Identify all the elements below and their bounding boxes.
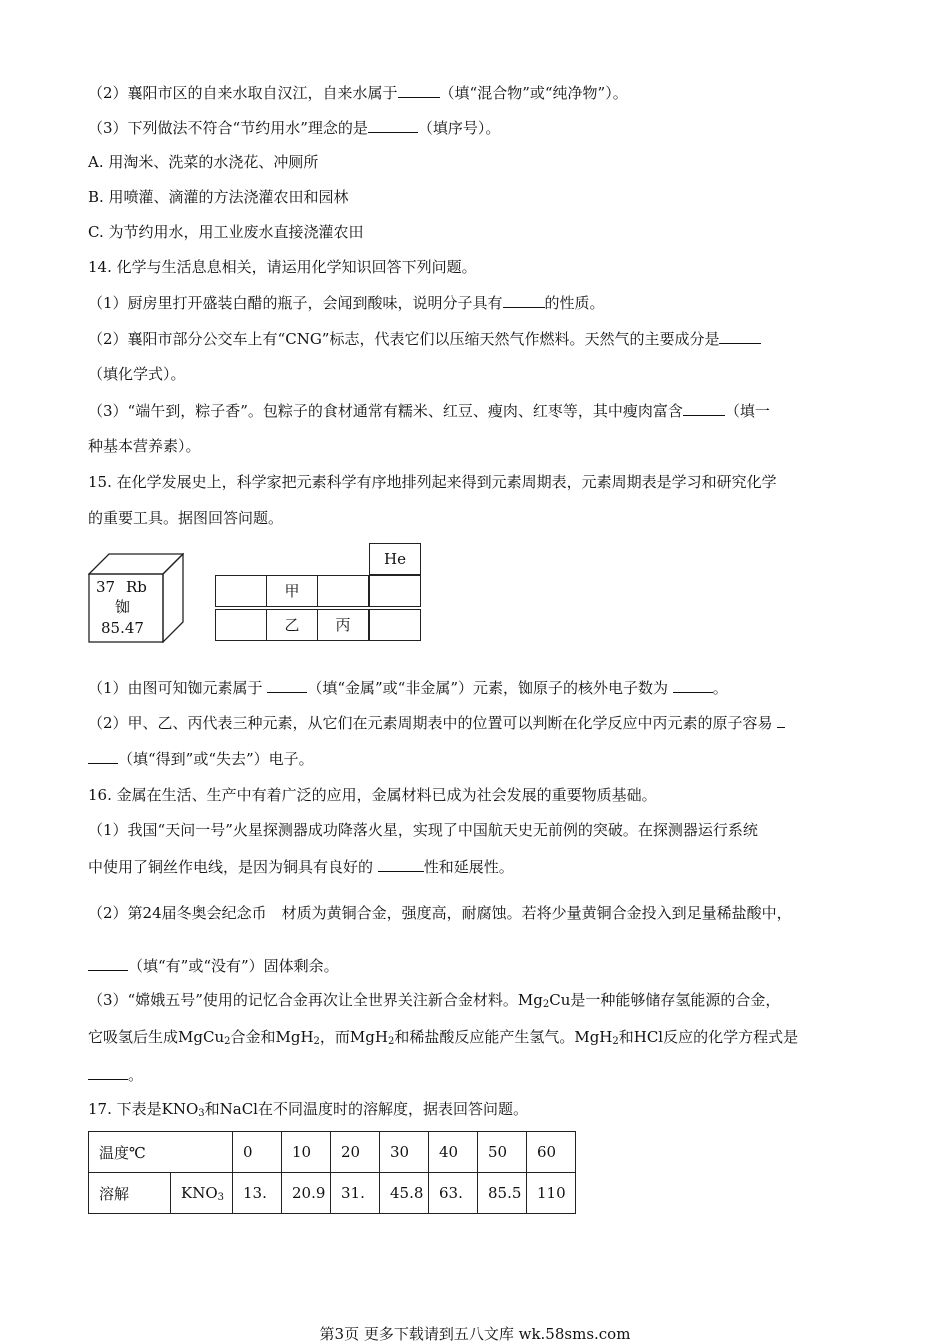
q14-part3-cont: 种基本营养素）。 bbox=[88, 437, 201, 455]
grid-cell bbox=[369, 609, 421, 641]
table-cell: 45.8 bbox=[380, 1173, 429, 1214]
element-symbol: Rb bbox=[126, 578, 147, 596]
q16-part3-line3: 。 bbox=[88, 1064, 143, 1085]
q15-stem-line2: 的重要工具。据图回答问题。 bbox=[88, 509, 284, 527]
answer-blank[interactable] bbox=[88, 748, 118, 764]
table-cell: 13. bbox=[233, 1173, 282, 1214]
cell-yi: 乙 bbox=[266, 609, 318, 641]
solubility-table bbox=[88, 1131, 576, 1214]
grid-cell bbox=[215, 609, 267, 641]
q16-part3-line2: 它吸氢后生成MgCu$_2$合金和MgH$_2$，而MgH$_2$和稀盐酸反应能产生氢气。MgH$_2$和HCl反应的化学方程式是 bbox=[88, 1028, 799, 1047]
table-cell: 50 bbox=[478, 1132, 527, 1173]
kno3-label: $KNO_3$ bbox=[171, 1173, 233, 1214]
q16-part3-line1: （3）“嫦娥五号”使用的记忆合金再次让全世界关注新合金材料。$Mg_2Cu$是一种能够储存氢能源的合金， bbox=[88, 991, 781, 1010]
cell-bing: 丙 bbox=[317, 609, 369, 641]
atomic-number: 37 bbox=[96, 578, 116, 596]
table-cell: 110 bbox=[527, 1173, 576, 1214]
q15-part2-cont: （填“得到”或“失去”）电子。 bbox=[88, 748, 314, 769]
q13-option-c: C. 为节约用水，用工业废水直接浇灌农田 bbox=[88, 223, 364, 241]
table-cell: 85.5 bbox=[478, 1173, 527, 1214]
q17-stem: 17. 下表是$KNO_3$和NaCl在不同温度时的溶解度，据表回答问题。 bbox=[88, 1100, 528, 1119]
q14-part2-cont: （填化学式）。 bbox=[88, 365, 186, 383]
temperature-header: 温度℃ bbox=[89, 1132, 233, 1173]
answer-blank[interactable] bbox=[777, 712, 785, 728]
answer-blank[interactable] bbox=[673, 677, 713, 693]
cell-jia: 甲 bbox=[266, 575, 318, 607]
rubidium-element-card bbox=[88, 553, 184, 643]
q15-stem-line1: 15. 在化学发展史上，科学家把元素科学有序地排列起来得到元素周期表，元素周期表是学习和研究化学 bbox=[88, 473, 777, 491]
answer-blank[interactable] bbox=[398, 82, 440, 98]
answer-blank[interactable] bbox=[683, 400, 725, 416]
table-cell: 0 bbox=[233, 1132, 282, 1173]
answer-blank[interactable] bbox=[368, 117, 418, 133]
table-row bbox=[89, 1132, 576, 1173]
q13-part3: （3）下列做法不符合“节约用水”理念的是 （填序号）。 bbox=[88, 119, 501, 137]
q15-part1: （1）由图可知铷元素属于 （填“金属”或“非金属”）元素，铷原子的核外电子数为 。 bbox=[88, 679, 728, 697]
q15-part2: （2）甲、乙、丙代表三种元素，从它们在元素周期表中的位置可以判断在化学反应中丙元素的原子容易 bbox=[88, 712, 785, 733]
table-cell: 30 bbox=[380, 1132, 429, 1173]
answer-blank[interactable] bbox=[88, 955, 128, 971]
q16-part2-line1: （2）第24届冬奥会纪念币 材质为黄铜合金，强度高，耐腐蚀。若将少量黄铜合金投入到足量稀盐酸中， bbox=[88, 904, 792, 922]
table-cell: 63. bbox=[429, 1173, 478, 1214]
answer-blank[interactable] bbox=[267, 677, 307, 693]
q16-part2-line2: （填“有”或“没有”）固体剩余。 bbox=[88, 955, 339, 976]
answer-blank[interactable] bbox=[719, 328, 761, 344]
grid-cell bbox=[369, 575, 421, 607]
table-cell: 10 bbox=[282, 1132, 331, 1173]
q16-part1-line2: 中使用了铜丝作电线，是因为铜具有良好的 性和延展性。 bbox=[88, 858, 514, 876]
element-name: 铷 bbox=[115, 598, 131, 616]
q16-stem: 16. 金属在生活、生产中有着广泛的应用，金属材料已成为社会发展的重要物质基础。 bbox=[88, 786, 657, 804]
table-cell: 40 bbox=[429, 1132, 478, 1173]
q14-part1: （1）厨房里打开盛装白醋的瓶子，会闻到酸味，说明分子具有 的性质。 bbox=[88, 294, 605, 312]
page-footer: 第3页 更多下载请到五八文库 wk.58sms.com bbox=[319, 1325, 631, 1343]
q13-option-a: A. 用淘米、洗菜的水浇花、冲厕所 bbox=[88, 153, 319, 171]
answer-blank[interactable] bbox=[88, 1064, 128, 1080]
q13-part2: （2）襄阳市区的自来水取自汉江，自来水属于 （填“混合物”或“纯净物”）。 bbox=[88, 84, 628, 102]
answer-blank[interactable] bbox=[378, 856, 424, 872]
q14-part2: （2）襄阳市部分公交车上有“CNG”标志，代表它们以压缩天然气作燃料。天然气的主要成分是 bbox=[88, 328, 761, 349]
q13-option-b: B. 用喷灌、滴灌的方法浇灌农田和园林 bbox=[88, 188, 349, 206]
q16-part1-line1: （1）我国“天问一号”火星探测器成功降落火星，实现了中国航天史无前例的突破。在探测器运行系统 bbox=[88, 821, 758, 839]
atomic-mass: 85.47 bbox=[101, 619, 144, 637]
grid-cell bbox=[317, 575, 369, 607]
q14-stem: 14. 化学与生活息息相关，请运用化学知识回答下列问题。 bbox=[88, 258, 477, 276]
table-cell: 20.9 bbox=[282, 1173, 331, 1214]
q14-part3: （3）“端午到，粽子香”。包粽子的食材通常有糯米、红豆、瘦肉、红枣等，其中瘦肉富含 （填一 bbox=[88, 402, 770, 420]
cell-helium: He bbox=[369, 543, 421, 575]
table-cell: 60 bbox=[527, 1132, 576, 1173]
table-row bbox=[89, 1173, 576, 1214]
table-cell: 31. bbox=[331, 1173, 380, 1214]
table-cell: 20 bbox=[331, 1132, 380, 1173]
answer-blank[interactable] bbox=[503, 292, 545, 308]
grid-cell bbox=[215, 575, 267, 607]
solubility-label: 溶解 bbox=[89, 1173, 171, 1214]
